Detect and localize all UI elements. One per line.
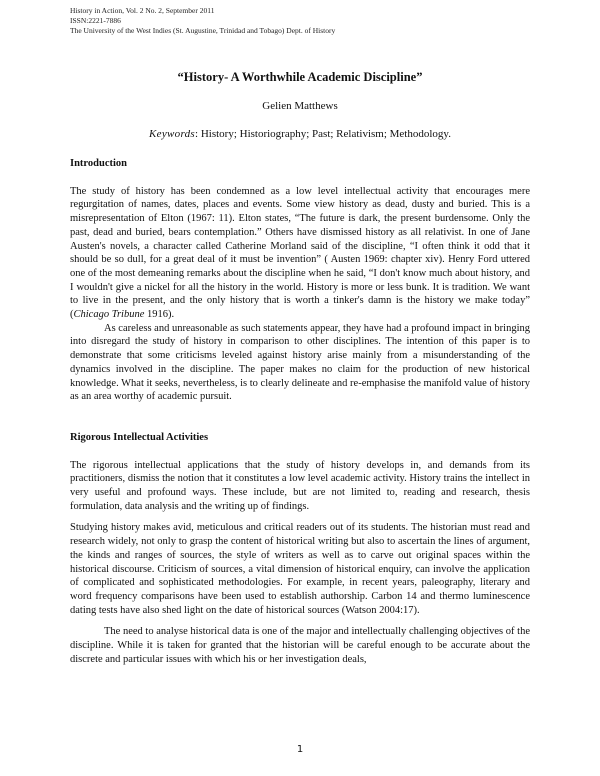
paper-author: Gelien Matthews: [262, 100, 338, 112]
header-journal-line: History in Action, Vol. 2 No. 2, September 2011: [70, 6, 215, 15]
keywords-line: [0, 128, 600, 140]
section-heading-rigorous: Rigorous Intellectual Activities: [70, 431, 209, 443]
intro-p1-text-end: 1916).: [144, 309, 175, 321]
section-heading-introduction: Introduction: [70, 158, 127, 169]
paper-body: [70, 152, 530, 667]
journal-header: [70, 6, 335, 36]
intro-p1-text: The study of history has been condemned as a low level intellectual activity that encourages mere regurgitation of names, dates, places and events. Some view history as dead, dusty and buried. This is a misrepresentation of Elton (1967: 11). Elton states, “The future is dark, the present burdensome. Only the past, dead and buried, bears contemplation.” Others have dismissed history as all relativist. In one of Jane Austen's novels, a character called Catherine Morland said of the discipline, “I often think it odd that it should be so dull, for a great deal of it must be invention” ( Austen 1969: chapter xiv). Henry Ford uttered one of the most demeaning remarks about the discipline when he said, “I don't know much about history, and I wouldn't give a nickel for all the history in the world. History is more or less bunk. It is tradition. We want to live in the present, and the only history that is worth a tinker's damn is the history we make today” (: [70, 185, 530, 321]
header-institution-line: The University of the West Indies (St. Augustine, Trinidad and Tobago) Dept. of History: [70, 26, 336, 35]
rigorous-paragraph-2: Studying history makes avid, meticulous and critical readers out of its students. The historian must read and research widely, not only to grasp the content of historical writing but also to ascertain the lines of argument, the kinds and ranges of sources, the style of writers as well as to carve out original spaces within the historical discourse. Criticism of sources, a vital dimension of historical enquiry, can involve the application of complicated and sophisticated methodologies. For example, in recent years, paleography, literary and word frequency comparisons have been used to establish authorship. Carbon 14 and thermo luminescence dating tests have also shed light on the date of historical sources (Watson 2004:17).: [70, 522, 530, 616]
paper-title: “History- A Worthwhile Academic Discipline”: [177, 70, 423, 84]
rigorous-paragraph-1: The rigorous intellectual applications that the study of history develops in, and demands from its practitioners, dismiss the notion that it constitutes a low level academic activity. History trains the intellect in very useful and profound ways. These include, but are not limited to, reading and research, thesis formulation, data analysis and the writing up of findings.: [70, 459, 530, 512]
introduction-paragraph-1: [70, 185, 530, 322]
rigorous-paragraph-3: The need to analyse historical data is one of the major and intellectually challenging objectives of the discipline. While it is taken for granted that the historian will be careful enough to be accurate about the discrete and particular issues with which his or her investigation deals,: [70, 626, 530, 665]
header-issn-line: ISSN:2221-7886: [70, 16, 121, 25]
keywords-text: : History; Historiography; Past; Relativism; Methodology.: [195, 128, 451, 140]
page-number: 1: [296, 744, 304, 755]
keywords-label: Keywords: [149, 128, 196, 140]
introduction-paragraph-2: As careless and unreasonable as such statements appear, they have had a profound impact in bringing into disregard the study of history in comparison to other disciplines. The intention of this paper is to demonstrate that some criticisms leveled against history arise mainly from a misunderstanding of the dynamics involved in the discipline. The paper makes no claim for the production of new historical knowledge. What it seeks, nevertheless, is to clearly delineate and re-emphasise the manifold value of history as an area worthy of academic pursuit.: [70, 322, 530, 403]
intro-p1-citation: Chicago Tribune: [73, 309, 145, 321]
